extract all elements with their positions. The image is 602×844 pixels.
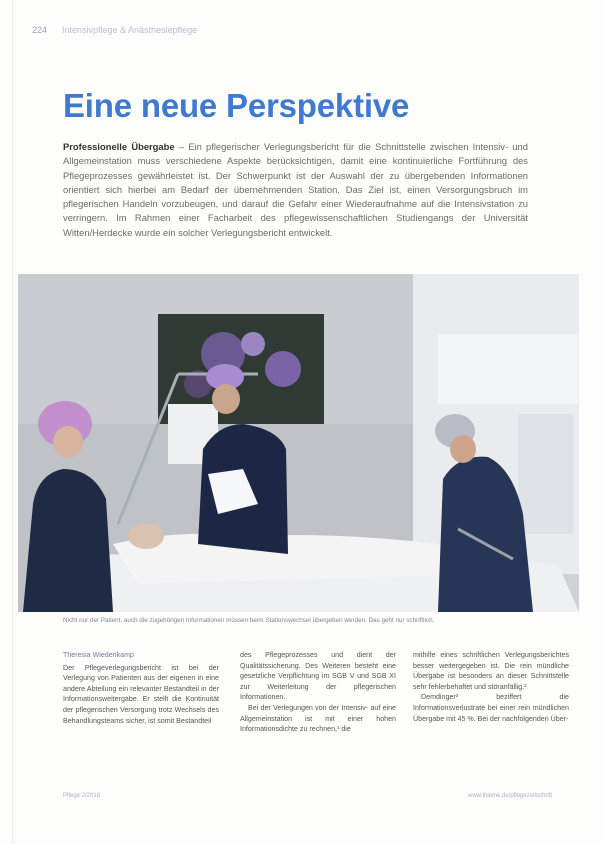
section-label: Intensivpflege & Anästhesiepflege [62,25,198,35]
intro-text: – Ein pflegerischer Verlegungsbericht für die Schnittstelle zwischen Intensiv- und Allgemeinstation muss verschiedene Aspekte berücksichtigen, damit eine kontinuierliche Fortführung des Pflegeprozesses gewährleistet ist. Der Schwerpunkt ist der Auswahl der zu übergebenden Informationen orientiert sich hierbei am Bedarf der übernehmenden Station. Das Ziel ist, einen Versorgungsbruch im pflegerischen Handeln vorzubeugen, und darauf die Gefahr einer Wiederaufnahme auf die Intensivstation zu verringern. Im Rahmen einer Facharbeit des pflegewissenschaftlichen Studiengangs der Universität Witten/Herdecke wurde ein solcher Verlegungsbericht entwickelt. [63,141,528,238]
photo-caption: Nicht nur der Patient, auch die zugehörigen Informationen müssen beim Stationswechsel übergeben werden. Das geht nur schriftlich. [63,617,435,624]
body-paragraph: mithilfe eines schriftlichen Verlegungsberichtes besser weitergegeben ist. Die rein mündliche Übergabe ist besonders an dieser Schnittstelle sehr fehlerbehaftet und störanfällig.² [413,651,569,691]
hospital-photo [18,274,579,612]
body-column-1 [63,650,219,726]
body-column-3 [413,650,569,724]
body-paragraph: Der Pflegeverlegungsbericht ist bei der Verlegung von Patienten aus der eigenen in eine andere Abteilung ein relevanter Bestandteil in der Informationsweitergabe. Er stellt die Kontinuität der pflegerischen Versorgung trotz Wechsels des Behandlungsteams sicher, ist somit Bestandteil [63,663,219,725]
page-number: 224 [32,25,48,35]
footer-left: Pflege 2/2018 [63,793,101,799]
author-name: Theresia Wiedenkamp [63,651,134,659]
intro-paragraph [63,140,528,240]
footer-right: www.thieme.de/pflegezeitschrift [468,793,553,799]
body-paragraph: Bei der Verlegungen von der Intensiv- auf eine Allgemeinstation ist mit einer hohen Informationsdichte zu rechnen,¹ die [240,703,396,734]
body-paragraph: des Pflegeprozesses und dient der Qualitätssicherung. Des Weiteren besteht eine gesetzliche Verpflichtung im SGB V und SGB XI zur Weiterleitung der pflegerischen Informationen. [240,651,396,702]
page-edge [12,0,13,844]
body-paragraph: Demdinger³ beziffert die Informationsverlustrate bei einer rein mündlichen Übergabe mit 45 %. Bei der nachfolgenden Über- [413,693,569,723]
running-header [32,25,572,37]
body-column-2 [240,650,396,735]
intro-lead: Professionelle Übergabe [63,141,175,152]
article-title: Eine neue Perspektive [63,87,410,124]
